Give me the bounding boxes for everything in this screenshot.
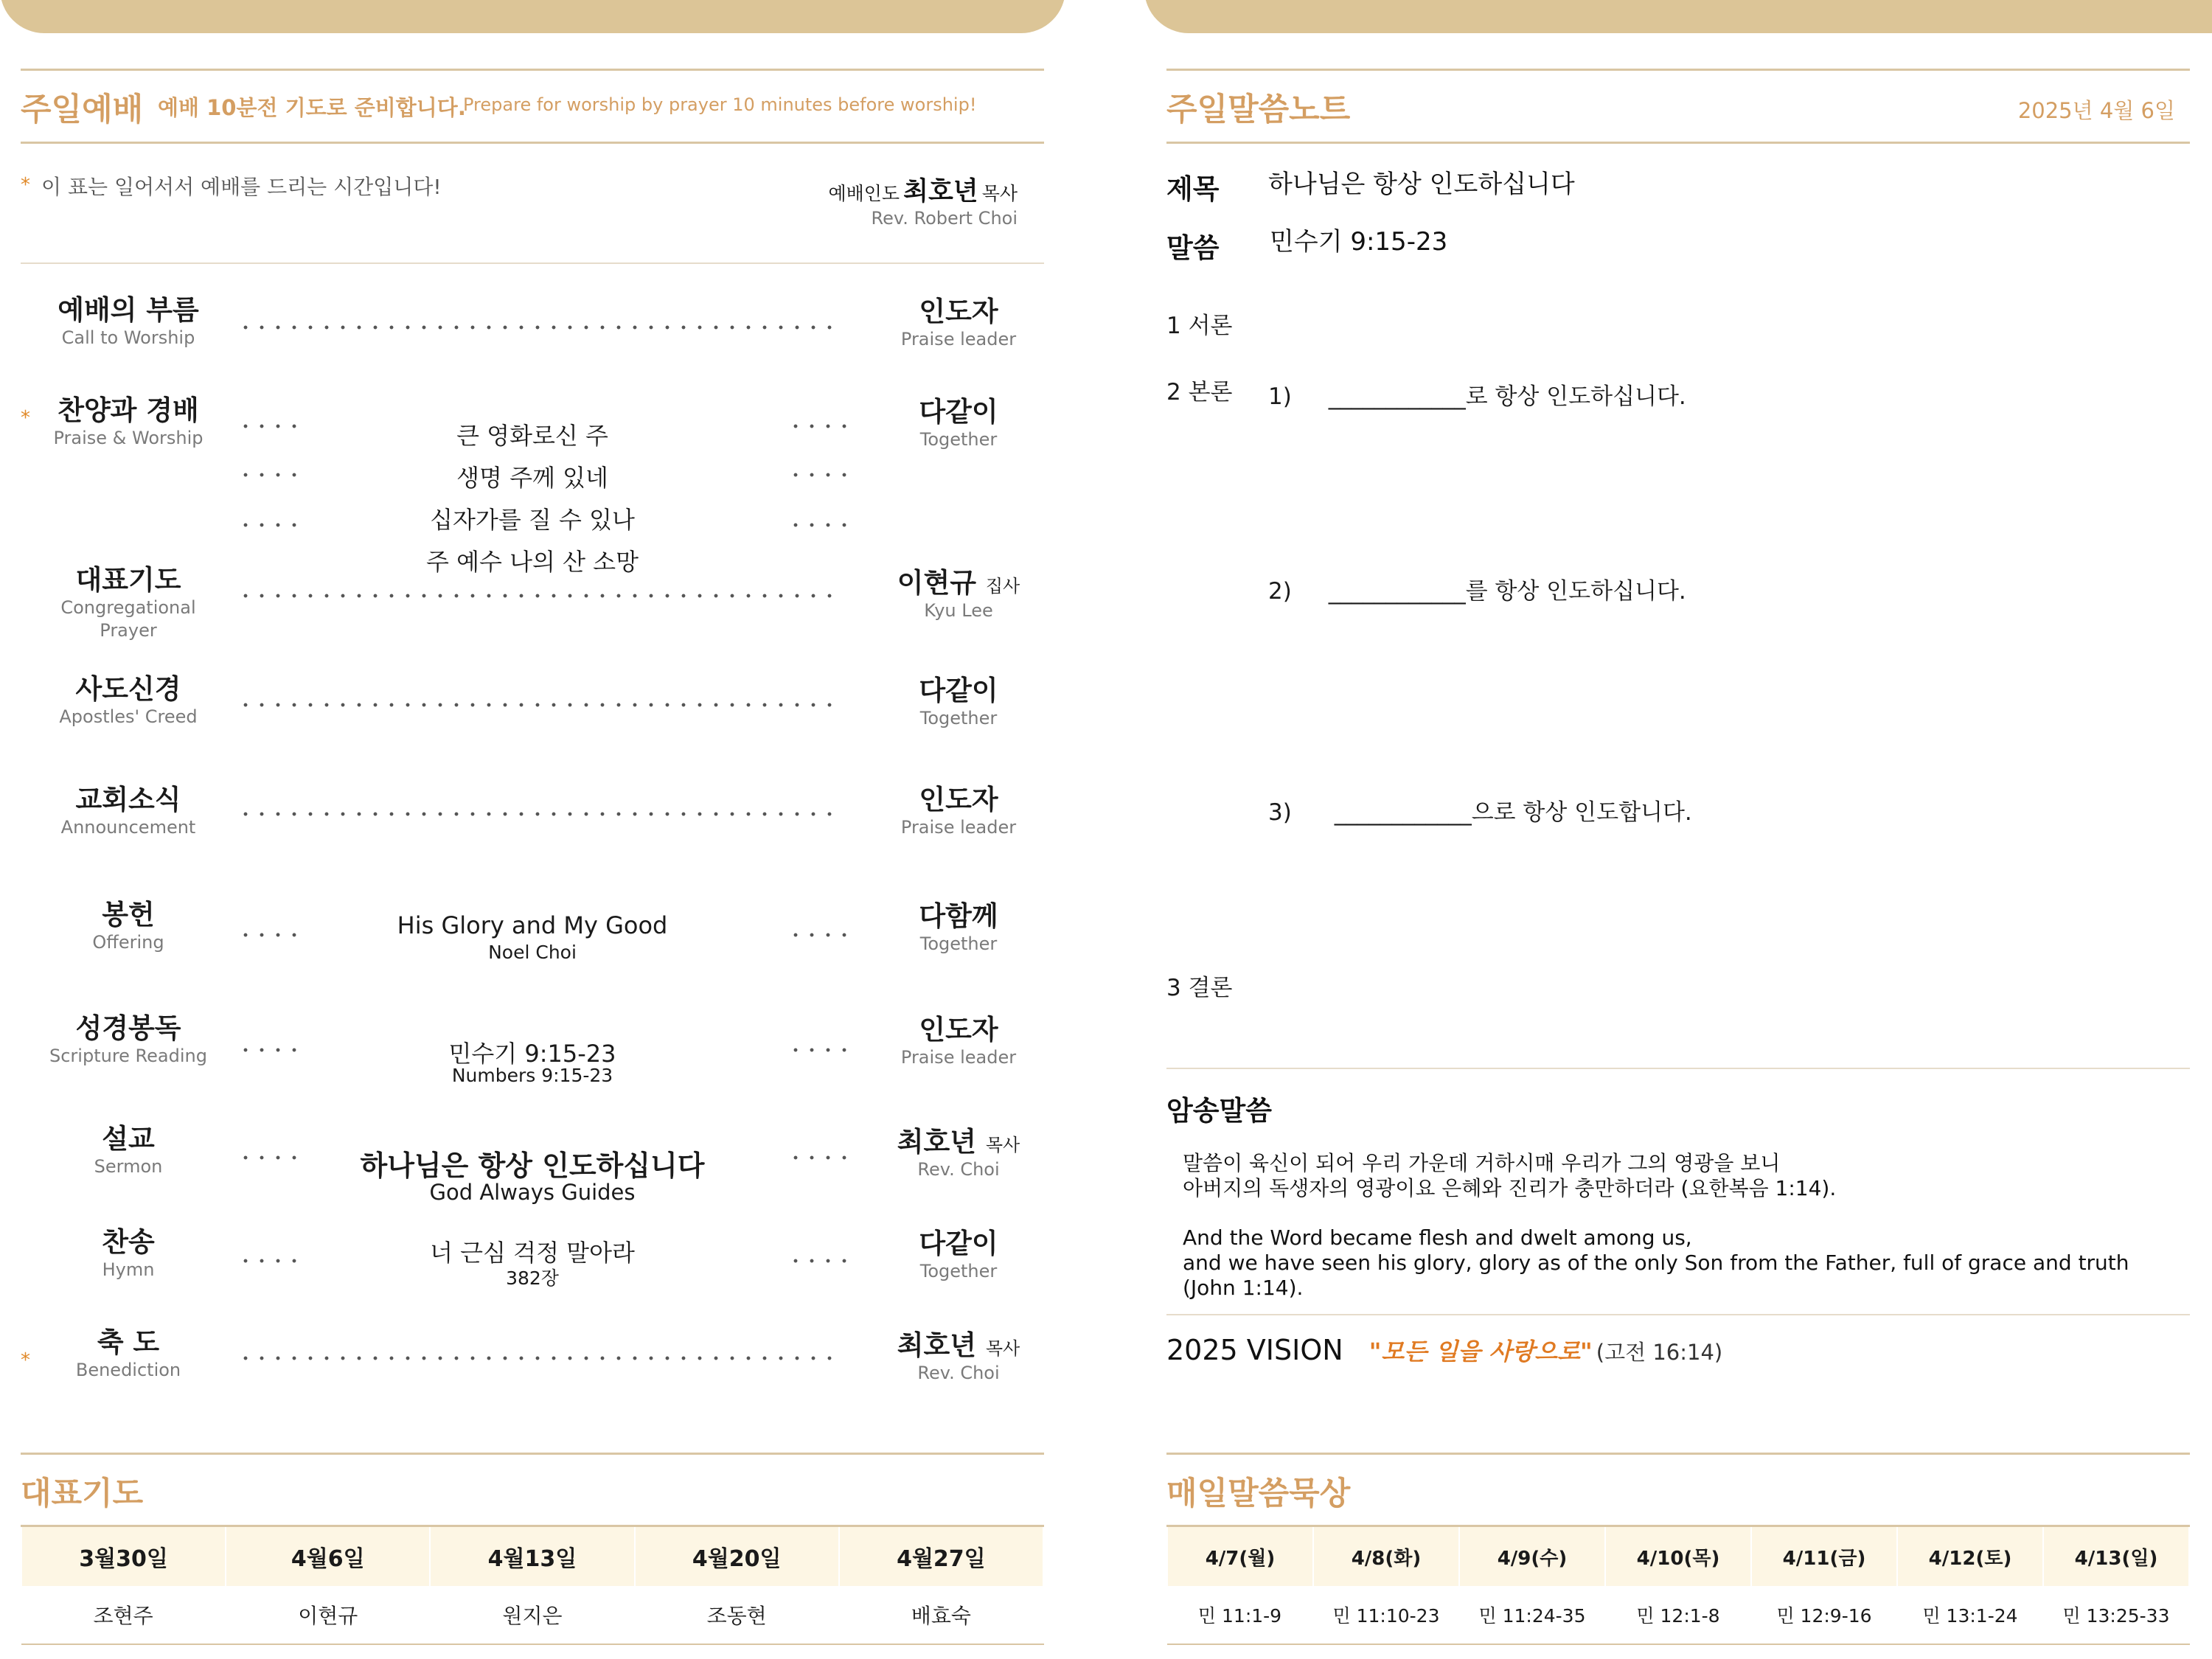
right-title: 목사 bbox=[985, 1135, 1020, 1155]
scripture-label: 말씀 bbox=[1166, 232, 1220, 264]
right-en: Together bbox=[919, 933, 998, 954]
point-number: 1) bbox=[1268, 383, 1292, 410]
title-value: 하나님은 항상 인도하십니다 bbox=[1268, 170, 1575, 199]
right-en: Praise leader bbox=[900, 816, 1017, 838]
point-blank: ____________ bbox=[1328, 578, 1466, 605]
praise-star: * bbox=[21, 407, 30, 429]
memory-verse-en-2: and we have seen his glory, glory as of the only Son from the Father, full of grace and truth bbox=[1183, 1251, 2129, 1275]
worship-leader bbox=[737, 171, 1018, 229]
leader-dots bbox=[237, 1355, 844, 1361]
item-ko: 성경봉독 bbox=[75, 1012, 181, 1044]
leader-dots bbox=[237, 522, 296, 528]
daily-table bbox=[1166, 1527, 2190, 1645]
right-scripture-reading bbox=[885, 1015, 1032, 1069]
left-order-rule bbox=[21, 262, 1044, 264]
right-en: Praise leader bbox=[900, 1046, 1017, 1068]
item-en: Congregational Prayer bbox=[60, 597, 196, 641]
leader-dots bbox=[787, 1155, 846, 1161]
scripture-value: 민수기 9:15-23 bbox=[1270, 227, 1448, 257]
daily-passage: 민 12:9-16 bbox=[1751, 1586, 1897, 1644]
right-en: Together bbox=[919, 428, 998, 450]
prayer-name: 배효숙 bbox=[839, 1586, 1043, 1644]
right-title: 집사 bbox=[985, 576, 1020, 597]
leader-dots bbox=[237, 1258, 296, 1264]
vision-label: 2025 VISION bbox=[1166, 1334, 1343, 1366]
leader-dots bbox=[237, 593, 844, 599]
item-en: Hymn bbox=[102, 1259, 155, 1280]
sermon-title-ko: 하나님은 항상 인도하십니다 bbox=[360, 1150, 705, 1182]
leader-dots bbox=[787, 472, 846, 478]
offering-composer: Noel Choi bbox=[488, 942, 577, 963]
right-congregational-prayer bbox=[885, 568, 1032, 622]
right-name: 최호년 bbox=[897, 1126, 976, 1158]
item-call-to-worship bbox=[32, 295, 224, 349]
right-call-to-worship bbox=[885, 296, 1032, 351]
vision-rule bbox=[1166, 1314, 2190, 1315]
item-sermon bbox=[32, 1124, 224, 1178]
right-en: Together bbox=[919, 1260, 998, 1281]
item-en: Announcement bbox=[60, 816, 196, 838]
item-ko: 축 도 bbox=[97, 1326, 160, 1358]
worship-subtitle-en: Prepare for worship by prayer 10 minutes before worship! bbox=[463, 94, 977, 115]
body-heading: 2 본론 bbox=[1166, 379, 1233, 406]
daily-date: 4/10(목) bbox=[1605, 1527, 1751, 1586]
hymn-title: 너 근심 걱정 말아라 bbox=[430, 1239, 635, 1267]
vision-ref: (고전 16:14) bbox=[1596, 1340, 1723, 1365]
daily-date: 4/13(일) bbox=[2043, 1527, 2189, 1586]
right-ko: 다같이 bbox=[919, 675, 998, 706]
point-text: 를 항상 인도하십니다. bbox=[1465, 578, 1686, 605]
daily-date: 4/9(수) bbox=[1459, 1527, 1605, 1586]
item-praise-worship bbox=[32, 395, 224, 450]
leader-dots bbox=[787, 522, 846, 528]
prayer-date: 3월30일 bbox=[21, 1527, 226, 1586]
leader-title: 목사 bbox=[981, 183, 1018, 204]
memory-rule bbox=[1166, 1068, 2190, 1069]
standing-star: * bbox=[21, 174, 30, 196]
right-ko: 인도자 bbox=[919, 296, 998, 327]
vision-quote: "모든 일을 사랑으로" bbox=[1368, 1338, 1593, 1366]
item-en: Benediction bbox=[75, 1359, 181, 1380]
prayer-date: 4월13일 bbox=[430, 1527, 634, 1586]
daily-passages-row bbox=[1167, 1586, 2189, 1644]
left-top-tab bbox=[0, 0, 1065, 33]
sermon-note-date: 2025년 4월 6일 bbox=[2017, 98, 2175, 123]
memory-verse-en-1: And the Word became flesh and dwelt among us, bbox=[1183, 1225, 1692, 1250]
point-number: 3) bbox=[1268, 799, 1292, 826]
prayer-name: 원지은 bbox=[430, 1586, 634, 1644]
leader-en: Rev. Robert Choi bbox=[871, 208, 1018, 229]
right-offering bbox=[885, 901, 1032, 956]
daily-date: 4/8(화) bbox=[1313, 1527, 1459, 1586]
right-ko: 다함께 bbox=[919, 900, 998, 932]
scripture-ko: 민수기 9:15-23 bbox=[448, 1040, 616, 1068]
title-label: 제목 bbox=[1166, 173, 1220, 205]
right-en: Together bbox=[919, 707, 998, 728]
prayer-title: 대표기도 bbox=[21, 1475, 144, 1512]
right-title: 목사 bbox=[985, 1338, 1020, 1359]
right-ko: 인도자 bbox=[919, 1014, 998, 1046]
leader-dots bbox=[787, 932, 846, 938]
right-header-rule-top bbox=[1166, 69, 2190, 71]
prayer-table bbox=[21, 1527, 1044, 1645]
prayer-names-row bbox=[21, 1586, 1043, 1644]
leader-dots bbox=[787, 1258, 846, 1264]
daily-title: 매일말씀묵상 bbox=[1166, 1475, 1351, 1512]
leader-dots bbox=[237, 811, 844, 817]
daily-passage: 민 11:1-9 bbox=[1167, 1586, 1313, 1644]
leader-name: 최호년 bbox=[903, 177, 978, 206]
daily-date: 4/11(금) bbox=[1751, 1527, 1897, 1586]
daily-date: 4/12(토) bbox=[1897, 1527, 2043, 1586]
daily-rule-top bbox=[1166, 1453, 2190, 1455]
right-ko: 다같이 bbox=[919, 396, 998, 428]
standing-note: 이 표는 일어서서 예배를 드리는 시간입니다! bbox=[41, 175, 442, 199]
point-blank: ____________ bbox=[1328, 383, 1466, 410]
right-sermon bbox=[885, 1127, 1032, 1181]
memory-title: 암송말씀 bbox=[1166, 1095, 1272, 1127]
daily-passage: 민 13:1-24 bbox=[1897, 1586, 2043, 1644]
prayer-date: 4월6일 bbox=[226, 1527, 430, 1586]
item-congregational-prayer bbox=[32, 565, 224, 642]
right-top-tab bbox=[1144, 0, 2212, 33]
memory-verse-ko-1: 말씀이 육신이 되어 우리 가운데 거하시매 우리가 그의 영광을 보니 bbox=[1183, 1151, 1781, 1175]
right-name: 최호년 bbox=[897, 1329, 976, 1361]
item-en: Offering bbox=[92, 931, 164, 953]
item-scripture-reading bbox=[32, 1013, 224, 1068]
right-ko: 다같이 bbox=[919, 1228, 998, 1259]
point-3 bbox=[1268, 793, 1692, 827]
right-ko bbox=[885, 1330, 1032, 1362]
right-header-rule-bottom bbox=[1166, 142, 2190, 144]
prayer-date: 4월20일 bbox=[635, 1527, 839, 1586]
hymn-number: 382장 bbox=[506, 1267, 559, 1289]
memory-verse-en-3: (John 1:14). bbox=[1183, 1276, 1304, 1300]
item-ko: 설교 bbox=[102, 1123, 155, 1155]
prayer-dates-row bbox=[21, 1527, 1043, 1586]
conclusion-heading: 3 결론 bbox=[1166, 975, 1233, 1001]
memory-verse-ko-2: 아버지의 독생자의 영광이요 은혜와 진리가 충만하더라 (요한복음 1:14). bbox=[1183, 1176, 1837, 1200]
item-announcement bbox=[32, 785, 224, 839]
left-header-rule-top bbox=[21, 69, 1044, 71]
right-en: Kyu Lee bbox=[924, 599, 993, 621]
song-2: 생명 주께 있네 bbox=[456, 464, 608, 492]
leader-label: 예배인도 bbox=[828, 183, 900, 204]
scripture-en: Numbers 9:15-23 bbox=[451, 1065, 613, 1086]
item-hymn bbox=[32, 1227, 224, 1281]
item-benediction bbox=[32, 1327, 224, 1382]
daily-passage: 민 12:1-8 bbox=[1605, 1586, 1751, 1644]
item-apostles-creed bbox=[32, 674, 224, 728]
prayer-date: 4월27일 bbox=[839, 1527, 1043, 1586]
song-1: 큰 영화로신 주 bbox=[456, 422, 608, 450]
prayer-name: 조동현 bbox=[635, 1586, 839, 1644]
leader-dots bbox=[237, 1047, 296, 1053]
leader-dots bbox=[237, 702, 844, 708]
point-number: 2) bbox=[1268, 578, 1292, 605]
sermon-note-title: 주일말씀노트 bbox=[1166, 91, 1351, 128]
song-4: 주 예수 나의 산 소망 bbox=[426, 548, 639, 576]
point-1 bbox=[1268, 378, 1686, 411]
sermon-title-en: God Always Guides bbox=[429, 1180, 636, 1205]
leader-dots bbox=[237, 423, 296, 429]
daily-passage: 민 13:25-33 bbox=[2043, 1586, 2189, 1644]
right-ko bbox=[885, 1127, 1032, 1158]
leader-dots bbox=[237, 472, 296, 478]
leader-dots bbox=[237, 324, 844, 330]
point-blank: ____________ bbox=[1334, 799, 1472, 826]
leader-dots bbox=[787, 1047, 846, 1053]
right-name: 이현규 bbox=[897, 567, 976, 599]
left-header-rule-bottom bbox=[21, 142, 1044, 144]
item-ko: 교회소식 bbox=[75, 784, 181, 815]
point-text: 로 항상 인도하십니다. bbox=[1465, 383, 1686, 410]
item-ko: 찬양과 경배 bbox=[58, 394, 199, 426]
daily-passage: 민 11:10-23 bbox=[1313, 1586, 1459, 1644]
daily-dates-row bbox=[1167, 1527, 2189, 1586]
prayer-rule-top bbox=[21, 1453, 1044, 1455]
right-ko: 인도자 bbox=[919, 784, 998, 815]
vision-line bbox=[1166, 1333, 1722, 1367]
leader-dots bbox=[237, 1155, 296, 1161]
daily-passage: 민 11:24-35 bbox=[1459, 1586, 1605, 1644]
song-3: 십자가를 질 수 있나 bbox=[430, 506, 635, 534]
item-ko: 예배의 부름 bbox=[58, 294, 199, 326]
right-announcement bbox=[885, 785, 1032, 839]
prayer-name: 이현규 bbox=[226, 1586, 430, 1644]
worship-title: 주일예배 bbox=[21, 91, 144, 128]
item-ko: 봉헌 bbox=[102, 899, 155, 931]
right-benediction bbox=[885, 1330, 1032, 1385]
worship-subtitle-ko: 예배 10분전 기도로 준비합니다. bbox=[158, 95, 466, 120]
right-en: Rev. Choi bbox=[917, 1362, 1000, 1383]
item-ko: 대표기도 bbox=[75, 564, 181, 596]
right-hymn bbox=[885, 1228, 1032, 1283]
right-apostles-creed bbox=[885, 675, 1032, 730]
intro-heading: 1 서론 bbox=[1166, 313, 1233, 339]
offering-song: His Glory and My Good bbox=[397, 911, 668, 939]
item-en: Praise & Worship bbox=[53, 427, 204, 448]
item-ko: 사도신경 bbox=[75, 673, 181, 705]
right-en: Rev. Choi bbox=[917, 1158, 1000, 1180]
leader-dots bbox=[787, 423, 846, 429]
point-2 bbox=[1268, 572, 1686, 605]
item-en: Scripture Reading bbox=[49, 1045, 207, 1066]
right-en: Praise leader bbox=[900, 328, 1017, 349]
item-offering bbox=[32, 900, 224, 954]
daily-date: 4/7(월) bbox=[1167, 1527, 1313, 1586]
item-en: Apostles' Creed bbox=[59, 706, 198, 727]
item-en: Sermon bbox=[94, 1155, 163, 1177]
item-en: Call to Worship bbox=[61, 327, 195, 348]
leader-dots bbox=[237, 932, 296, 938]
prayer-name: 조현주 bbox=[21, 1586, 226, 1644]
item-ko: 찬송 bbox=[102, 1226, 155, 1258]
benediction-star: * bbox=[21, 1349, 30, 1371]
right-ko bbox=[885, 568, 1032, 599]
right-praise-worship bbox=[885, 397, 1032, 451]
point-text: 으로 항상 인도합니다. bbox=[1471, 799, 1692, 826]
